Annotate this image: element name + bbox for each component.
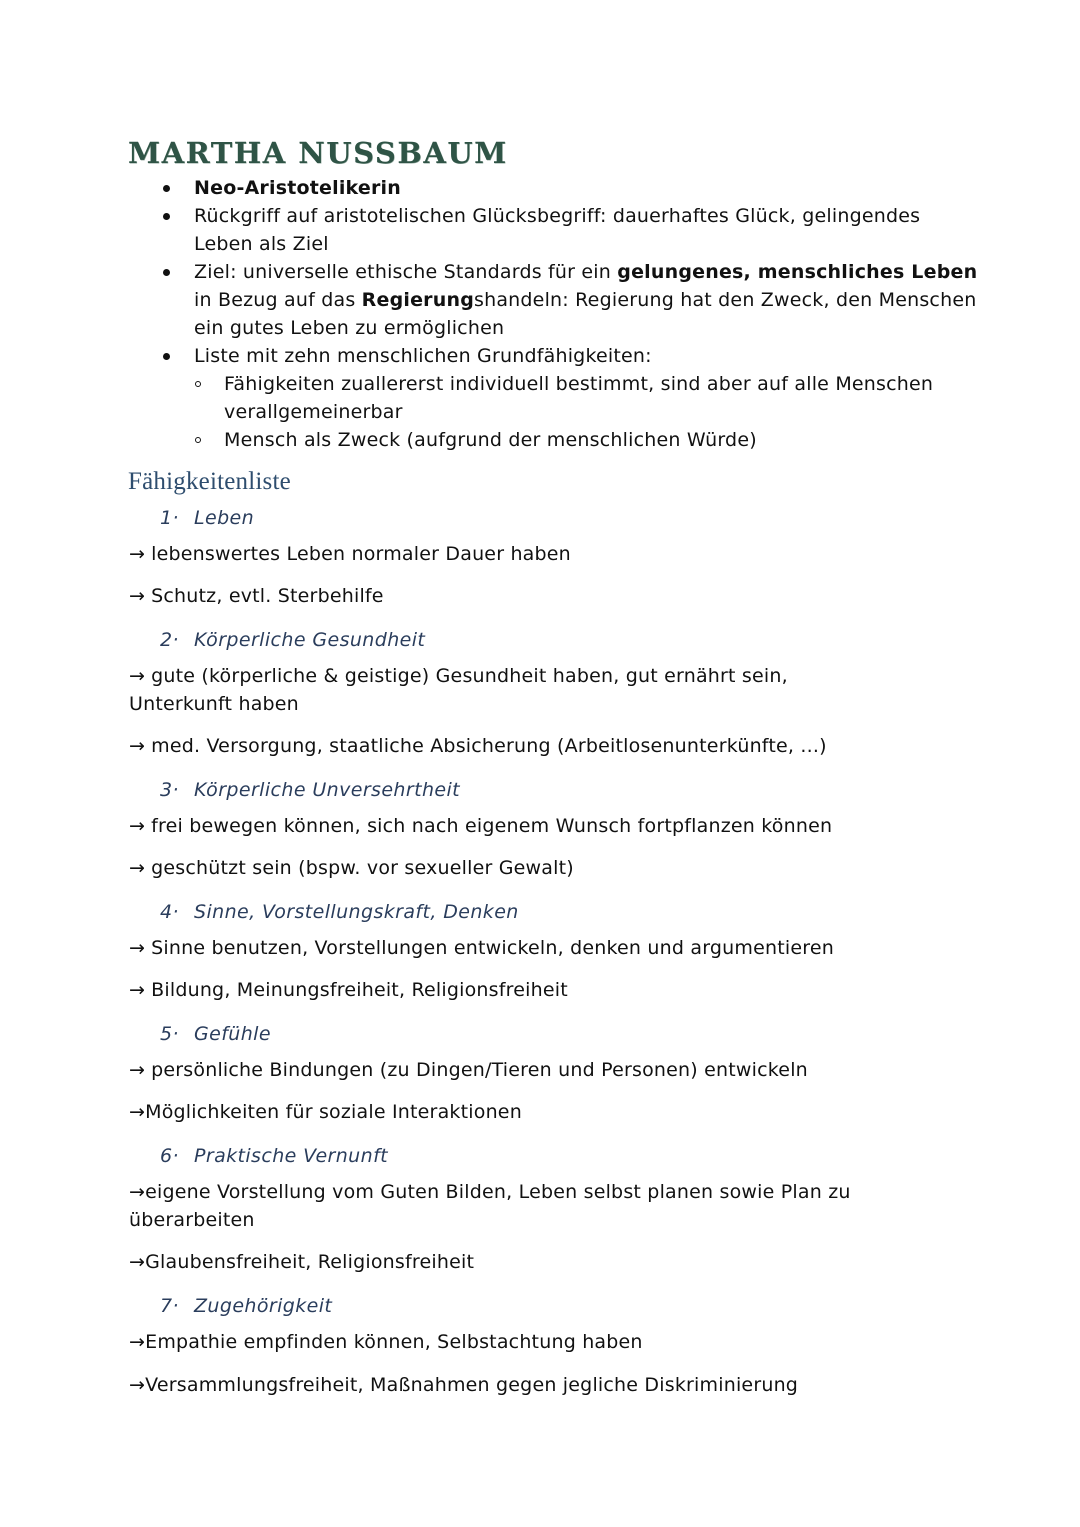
bullet-icon: [163, 185, 170, 192]
capability-point: [129, 1328, 969, 1356]
arrow-right-icon: →: [129, 815, 146, 837]
capability-point-continued: [129, 1206, 969, 1234]
capability-point: [129, 732, 969, 760]
section-title: Fähigkeitenliste: [128, 468, 291, 495]
sub-bullet-text: Mensch als Zweck (aufgrund der menschlichen Würde): [224, 429, 757, 451]
bullet-item: [160, 342, 980, 454]
capability-point-text: eigene Vorstellung vom Guten Bilden, Leben selbst planen sowie Plan zu: [145, 1181, 851, 1203]
arrow-right-icon: →: [129, 665, 146, 687]
capability-point: [129, 812, 969, 840]
arrow-right-icon: →: [129, 1331, 146, 1353]
capability-point-text: Glaubensfreiheit, Religionsfreiheit: [145, 1251, 475, 1273]
capability-point-text: geschützt sein (bspw. vor sexueller Gewalt): [151, 857, 574, 879]
capability-point: [129, 1178, 969, 1206]
arrow-right-icon: →: [129, 937, 146, 959]
bullet-text: Ziel: universelle ethische Standards für ein: [194, 261, 618, 283]
bullet-icon: [163, 353, 170, 360]
capability-point-text: Bildung, Meinungsfreiheit, Religionsfreiheit: [151, 979, 568, 1001]
capability-point-text: Empathie empfinden können, Selbstachtung haben: [145, 1331, 643, 1353]
capability-point-text: Versammlungsfreiheit, Maßnahmen gegen jegliche Diskriminierung: [145, 1374, 799, 1396]
capability-point-text: überarbeiten: [129, 1209, 255, 1231]
capability-heading: [160, 1023, 271, 1045]
bullet-text-bold: gelungenes, menschliches Leben: [617, 261, 978, 283]
sub-bullet-list: [194, 370, 980, 454]
arrow-right-icon: →: [129, 1374, 146, 1396]
capability-number: 2·: [160, 629, 179, 651]
capability-point-text: Möglichkeiten für soziale Interaktionen: [145, 1101, 522, 1123]
arrow-right-icon: →: [129, 1101, 146, 1123]
capability-name: Praktische Vernunft: [194, 1145, 389, 1167]
capability-point: [129, 1248, 969, 1276]
bullet-text: shandeln: Regierung hat den Zweck, den Menschen ein gutes Leben zu ermöglichen: [194, 289, 977, 339]
capability-name: Körperliche Unversehrtheit: [194, 779, 460, 801]
capability-point-text: frei bewegen können, sich nach eigenem Wunsch fortpflanzen können: [151, 815, 833, 837]
sub-bullet-item: [160, 370, 980, 426]
capability-heading: [160, 901, 519, 923]
arrow-right-icon: →: [129, 1251, 146, 1273]
capability-point-text: med. Versorgung, staatliche Absicherung (Arbeitlosenunterkünfte, ...): [151, 735, 827, 757]
arrow-right-icon: →: [129, 543, 146, 565]
bullet-text-bold: Regierung: [361, 289, 474, 311]
sub-bullet-text: Fähigkeiten zuallererst individuell bestimmt, sind aber auf alle Menschen verallgemeinerbar: [224, 373, 934, 423]
bullet-text: Rückgriff auf aristotelischen Glücksbegriff: dauerhaftes Glück, gelingendes Leben als Ziel: [194, 205, 921, 255]
bullet-text-bold: Neo-Aristotelikerin: [194, 177, 401, 199]
capability-point: [129, 582, 969, 610]
arrow-right-icon: →: [129, 979, 146, 1001]
bullet-item: [160, 258, 980, 342]
capability-number: 1·: [160, 507, 179, 529]
bullet-item: [160, 174, 980, 202]
capability-heading: [160, 1145, 388, 1167]
capability-point: [129, 934, 969, 962]
capability-number: 4·: [160, 901, 179, 923]
capability-heading: [160, 507, 254, 529]
capability-point-text: Schutz, evtl. Sterbehilfe: [151, 585, 384, 607]
capability-name: Körperliche Gesundheit: [194, 629, 426, 651]
arrow-right-icon: →: [129, 1059, 146, 1081]
capability-number: 5·: [160, 1023, 179, 1045]
capability-heading: [160, 629, 425, 651]
capability-heading: [160, 779, 460, 801]
arrow-right-icon: →: [129, 1181, 146, 1203]
arrow-right-icon: →: [129, 735, 146, 757]
capability-point: [129, 1371, 969, 1399]
arrow-right-icon: →: [129, 585, 146, 607]
circle-bullet-icon: [195, 381, 201, 387]
capability-point: [129, 976, 969, 1004]
capability-point-text: Sinne benutzen, Vorstellungen entwickeln, denken und argumentieren: [151, 937, 834, 959]
capability-point-text: persönliche Bindungen (zu Dingen/Tieren und Personen) entwickeln: [151, 1059, 808, 1081]
capability-name: Gefühle: [194, 1023, 271, 1045]
capability-point: [129, 540, 969, 568]
capability-name: Sinne, Vorstellungskraft, Denken: [194, 901, 519, 923]
bullet-icon: [163, 213, 170, 220]
capability-number: 7·: [160, 1295, 179, 1317]
bullet-text: in Bezug auf das: [194, 289, 362, 311]
capability-heading: [160, 1295, 332, 1317]
capability-point: [129, 1098, 969, 1126]
bullet-item: [160, 202, 980, 258]
capability-name: Zugehörigkeit: [194, 1295, 333, 1317]
capability-point: [129, 854, 969, 882]
capability-number: 3·: [160, 779, 179, 801]
intro-bullet-list: [160, 174, 980, 454]
capability-point: [129, 1056, 969, 1084]
arrow-right-icon: →: [129, 857, 146, 879]
circle-bullet-icon: [195, 437, 201, 443]
bullet-icon: [163, 269, 170, 276]
capability-point-text: lebenswertes Leben normaler Dauer haben: [151, 543, 571, 565]
page-title: MARTHA NUSSBAUM: [128, 136, 508, 170]
capability-number: 6·: [160, 1145, 179, 1167]
bullet-text: Liste mit zehn menschlichen Grundfähigkeiten:: [194, 345, 652, 367]
capability-point-text: gute (körperliche & geistige) Gesundheit haben, gut ernährt sein, Unterkunft haben: [129, 665, 788, 715]
capability-point: [129, 662, 889, 718]
capability-name: Leben: [194, 507, 255, 529]
sub-bullet-item: [160, 426, 980, 454]
